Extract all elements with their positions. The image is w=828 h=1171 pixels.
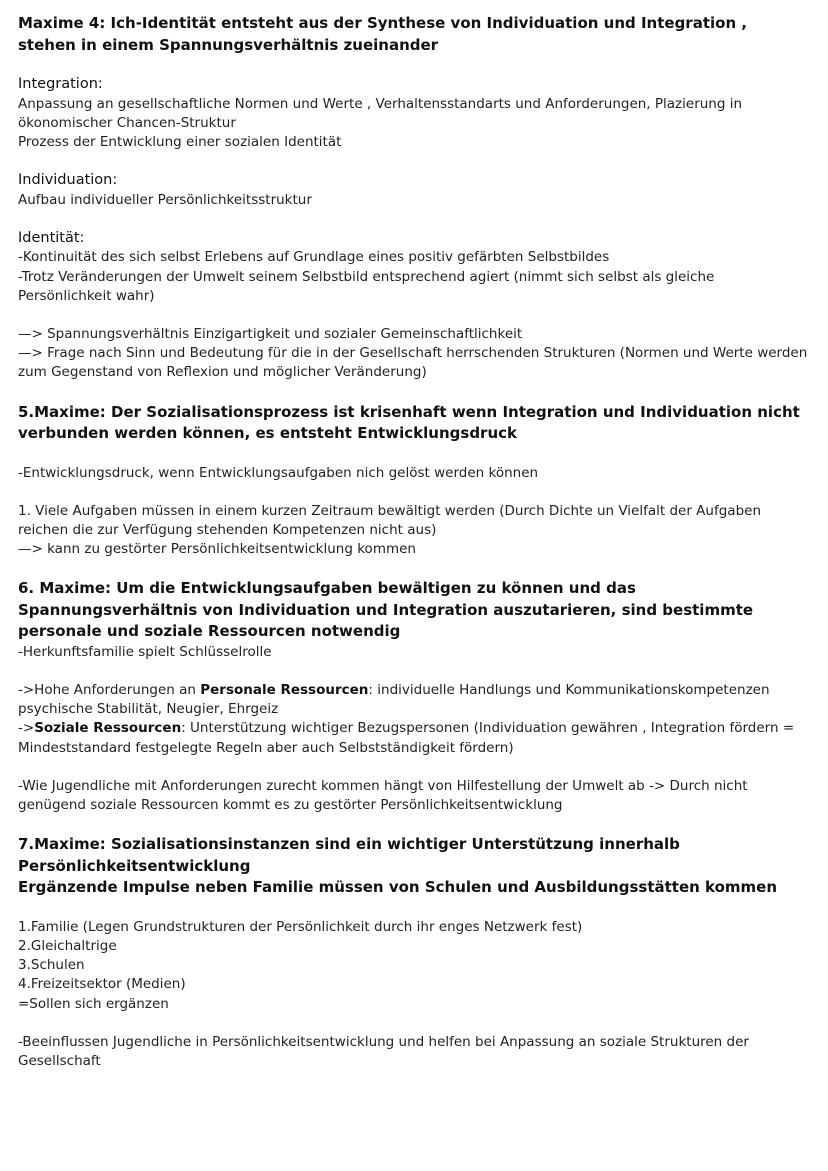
heading-maxime-6: 6. Maxime: Um die Entwicklungsaufgaben bewältigen zu können und das Spannungsverhältnis von Individuation und Integration auszutarieren, sind bestimmte personale und soziale Ressourcen notwendig bbox=[18, 579, 754, 641]
text-m7-final: -Beeinflussen Jugendliche in Persönlichkeitsentwicklung und helfen bei Anpassung an soziale Strukturen der Gesellschaft bbox=[18, 1033, 749, 1069]
section-maxime-4 bbox=[18, 13, 810, 383]
text-m6-line-2-pre: ->Hohe Anforderungen an bbox=[18, 682, 201, 699]
text-m5-line-2: 1. Viele Aufgaben müssen in einem kurzen Zeitraum bewältigt werden (Durch Dichte un Vielfalt der Aufgaben reichen die zur Verfügung stehenden Kompetenzen nicht aus) bbox=[18, 502, 761, 538]
heading-maxime-4: Maxime 4: Ich-Identität entsteht aus der Synthese von Individuation und Integration , stehen in einem Spannungsverhältnis zueinander bbox=[18, 14, 748, 54]
text-arrow-2: —> Frage nach Sinn und Bedeutung für die in der Gesellschaft herrschenden Strukturen (Normen und Werte werden zum Gegenstand von Reflexion und möglicher Veränderung) bbox=[18, 345, 808, 381]
section-maxime-6 bbox=[18, 578, 810, 815]
text-m6-line-2-post: : individuelle Handlungs und Kommunikationskompetenzen psychische Stabilität, Neugier, Ehrgeiz bbox=[18, 682, 770, 718]
text-m6-line-3-pre: -> bbox=[18, 720, 35, 737]
text-m6-line-2 bbox=[18, 681, 810, 719]
list-item: 1.Familie (Legen Grundstrukturen der Persönlichkeit durch ihr enges Netzwerk fest) bbox=[18, 918, 583, 935]
text-identitaet-1: -Kontinuität des sich selbst Erlebens auf Grundlage eines positiv gefärbten Selbstbildes bbox=[18, 249, 610, 266]
list-item: 4.Freizeitsektor (Medien) bbox=[18, 976, 186, 993]
text-m6-line-1: -Herkunftsfamilie spielt Schlüsselrolle bbox=[18, 643, 272, 660]
label-individuation: Individuation: bbox=[18, 172, 118, 189]
text-identitaet-2: -Trotz Veränderungen der Umwelt seinem Selbstbild entsprechend agiert (nimmt sich selbst als gleiche Persönlichkeit wahr) bbox=[18, 268, 715, 304]
label-integration: Integration: bbox=[18, 76, 103, 92]
text-soziale-ressourcen: Soziale Ressourcen bbox=[34, 720, 182, 737]
text-individuation-1: Aufbau individueller Persönlichkeitsstruktur bbox=[18, 191, 312, 208]
text-arrow-1: —> Spannungsverhältnis Einzigartigkeit und sozialer Gemeinschaftlichkeit bbox=[18, 325, 523, 342]
text-integration-2: Prozess der Entwicklung einer sozialen Identität bbox=[18, 133, 342, 150]
text-personale-ressourcen: Personale Ressourcen bbox=[200, 682, 369, 699]
text-m6-line-3 bbox=[18, 719, 810, 757]
text-m5-line-3: —> kann zu gestörter Persönlichkeitsentwicklung kommen bbox=[18, 541, 416, 558]
heading-maxime-7: 7.Maxime: Sozialisationsinstanzen sind ein wichtiger Unterstützung innerhalb Persönlichkeitsentwicklung bbox=[18, 835, 680, 875]
text-m6-line-3-post: : Unterstützung wichtiger Bezugspersonen (Individuation gewähren , Integration fördern = Mindeststandard festgelegte Regeln aber auch Selbstständigkeit fördern) bbox=[18, 720, 795, 756]
list-item: 3.Schulen bbox=[18, 957, 85, 974]
text-m6-line-4: -Wie Jugendliche mit Anforderungen zurecht kommen hängt von Hilfestellung der Umwelt ab -> Durch nicht genügend soziale Ressourcen kommt es zu gestörter Persönlichkeitsentwicklung bbox=[18, 777, 748, 814]
heading-maxime-5: 5.Maxime: Der Sozialisationsprozess ist krisenhaft wenn Integration und Individuation nicht verbunden werden können, es entsteht Entwicklungsdruck bbox=[18, 402, 800, 443]
list-item: 2.Gleichaltrige bbox=[18, 937, 117, 954]
list-item: =Sollen sich ergänzen bbox=[18, 995, 169, 1012]
subheading-maxime-7: Ergänzende Impulse neben Familie müssen von Schulen und Ausbildungsstätten kommen bbox=[18, 878, 778, 897]
label-identitaet: Identität: bbox=[18, 229, 85, 246]
section-maxime-7 bbox=[18, 834, 810, 1071]
section-maxime-5 bbox=[18, 402, 810, 560]
text-m5-line-1: -Entwicklungsdruck, wenn Entwicklungsaufgaben nich gelöst werden können bbox=[18, 464, 539, 481]
text-integration-1: Anpassung an gesellschaftliche Normen und Werte , Verhaltensstandarts und Anforderungen, Plazierung in ökonomischer Chancen-Struktur bbox=[18, 95, 743, 131]
